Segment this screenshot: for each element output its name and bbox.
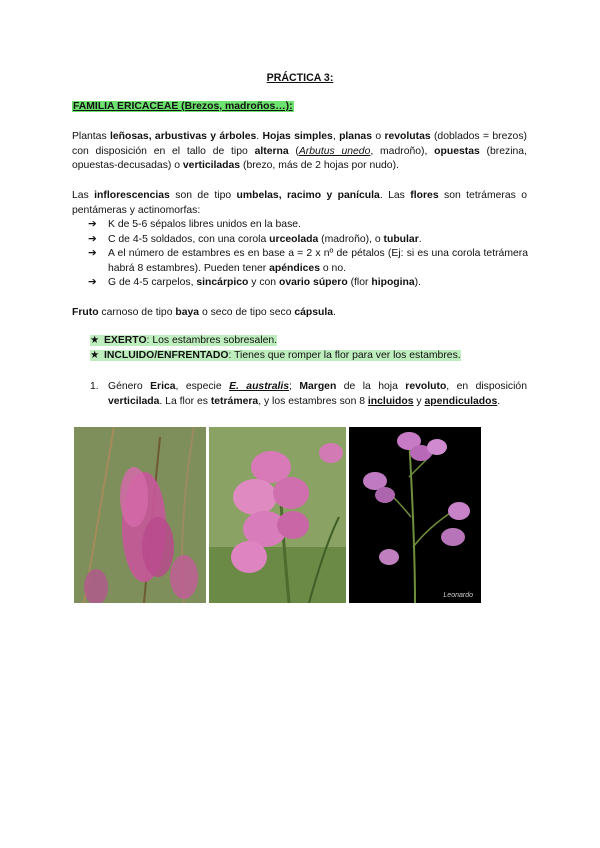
- numbered-list: [90, 380, 527, 409]
- stamen-types-list: [90, 334, 461, 363]
- list-item-corolla: ➔ C de 4-5 soldados, con una corola urceolada (madroño), o tubular.: [88, 233, 528, 248]
- list-item-exerto: ★ EXERTO: Los estambres sobresalen.: [90, 334, 461, 349]
- photo-heather-black-background: [349, 427, 481, 603]
- list-item-calyx: ➔ K de 5-6 sépalos libres unidos en la base.: [88, 218, 528, 233]
- list-item-incluido: ★ INCLUIDO/ENFRENTADO: Tienes que romper la flor para ver los estambres.: [90, 349, 461, 364]
- list-item-gynoecium: ➔ G de 4-5 carpelos, sincárpico y con ovario súpero (flor hipogina).: [88, 276, 528, 291]
- arrow-icon: ➔: [88, 219, 97, 230]
- photo-signature: Leonardo: [443, 592, 473, 599]
- arrow-icon: ➔: [88, 248, 97, 260]
- list-item-androecium: ➔ A el número de estambres es en base a = 2 x nº de pétalos (Ej: si es una corola tetrámera habrá 8 estambres). Pueden tener apéndices o no.: [88, 248, 528, 274]
- inflorescence-paragraph: Las inflorescencias son de tipo umbelas, racimo y panícula. Las flores son tetrámeras o pentámeras y actinomorfas:: [72, 190, 528, 216]
- photo-heather-flowers-closeup: [209, 427, 346, 603]
- list-item-erica-australis: 1. Género Erica, especie E. australis; Margen de la hoja revoluto, en disposición verticilada. La flor es tetrámera, y los estambres son 8 incluidos y apendiculados.: [90, 381, 527, 407]
- star-icon: ★: [90, 335, 100, 346]
- arrow-icon: ➔: [88, 277, 97, 289]
- photo-heather-shrub: [74, 427, 206, 603]
- page-title: PRÁCTICA 3:: [266, 72, 334, 84]
- fruit-paragraph: Fruto carnoso de tipo baya o seco de tipo seco cápsula.: [72, 307, 336, 318]
- star-icon: ★: [90, 349, 100, 361]
- arrow-icon: ➔: [88, 233, 97, 245]
- family-heading: FAMILIA ERICACEAE (Brezos, madroños…):: [73, 101, 293, 112]
- flower-formula-list: [88, 218, 528, 291]
- description-paragraph: Plantas leñosas, arbustivas y árboles. Hojas simples, planas o revolutas (doblados = brezos) con disposición en el tallo de tipo alterna (Arbutus unedo, madroño), opuestas (brezina, opuestas-decusadas) o verticiladas (brezo, más de 2 hojas por nudo).: [72, 131, 527, 172]
